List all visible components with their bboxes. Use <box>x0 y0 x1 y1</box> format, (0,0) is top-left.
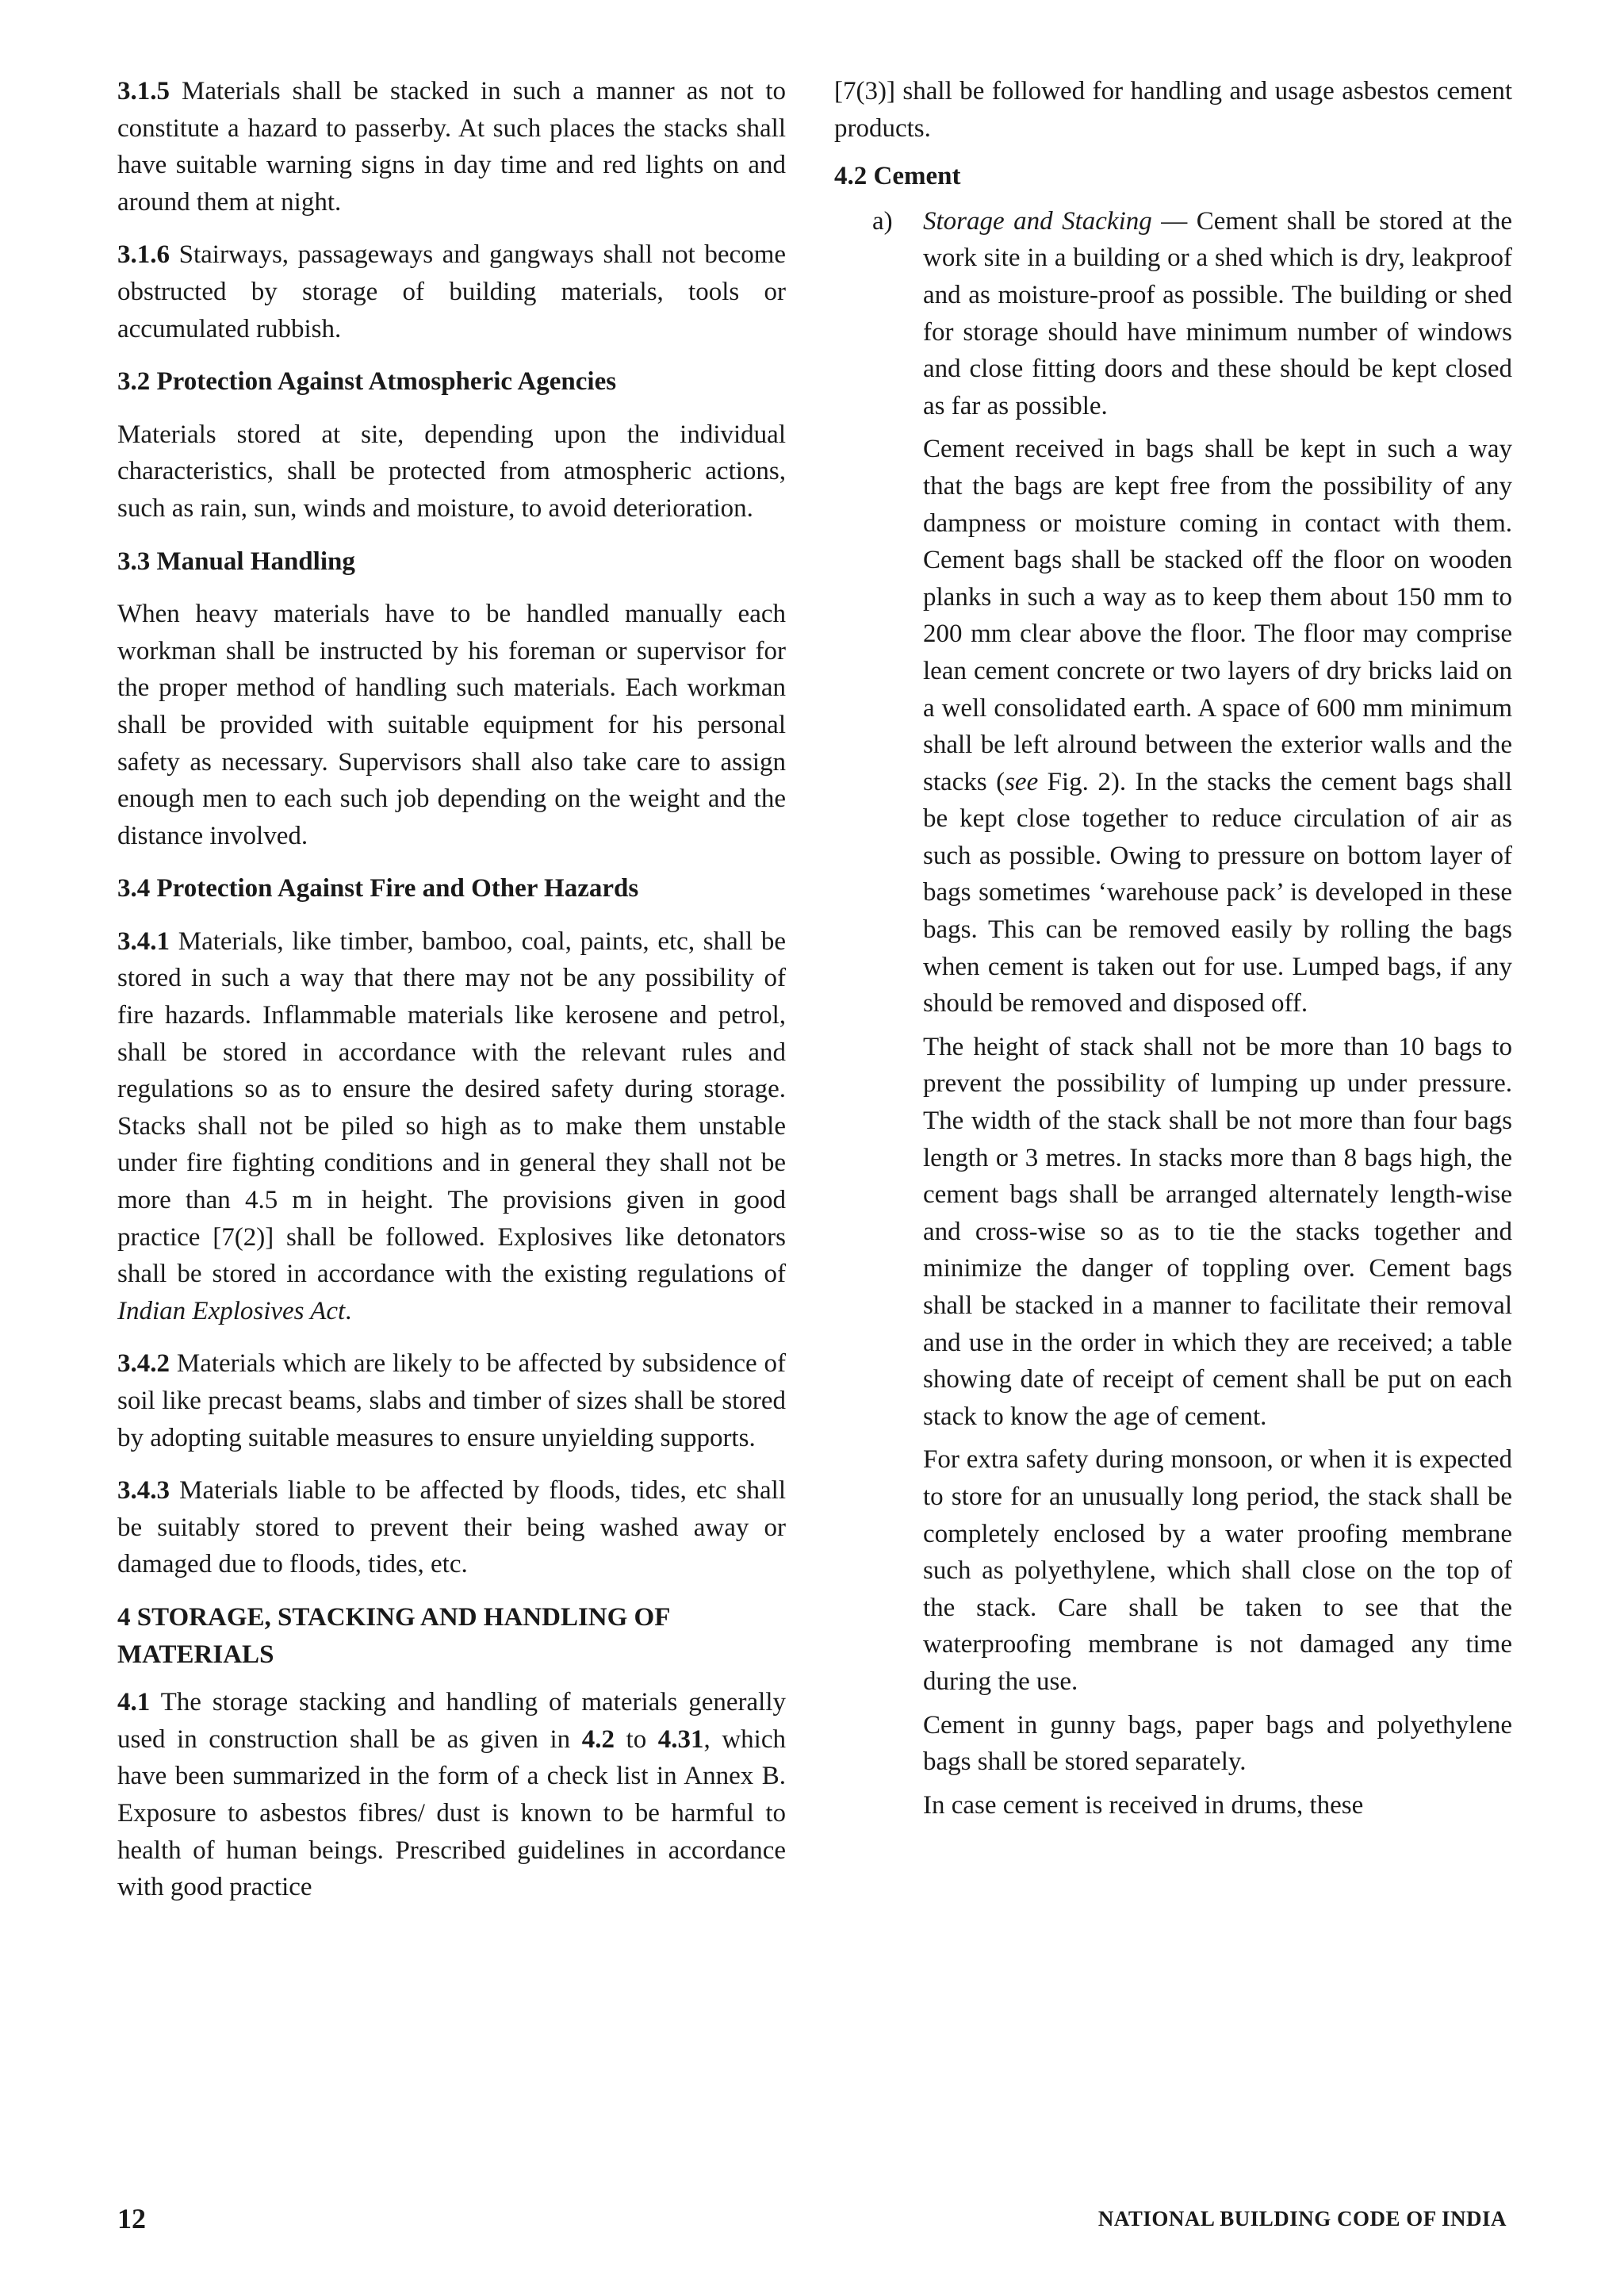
heading-3-4: 3.4 Protection Against Fire and Other Hazards <box>117 874 639 903</box>
page-number: 12 <box>117 2203 146 2234</box>
clause-3-4-3 <box>117 1472 786 1583</box>
heading-4: 4 STORAGE, STACKING AND HANDLING OF MATERIALS <box>117 1602 670 1669</box>
cement-paragraph-5: Cement in gunny bags, paper bags and polyethylene bags shall be stored separately. <box>923 1710 1512 1777</box>
footer-title: NATIONAL BUILDING CODE OF INDIA <box>1097 2207 1507 2231</box>
clause-text: The storage stacking and handling of materials generally used in construction shall be as given in <box>117 1688 787 1754</box>
clause-number: 3.4.1 <box>117 926 170 956</box>
em-dash: — <box>1151 206 1197 236</box>
clause-3-2-text: Materials stored at site, depending upon the individual characteristics, shall be protected from atmospheric actions, such as rain, sun, winds and moisture, to avoid deterioration. <box>117 420 786 523</box>
act-name: Indian Explosives Act <box>117 1296 346 1325</box>
clause-text: Materials liable to be affected by floods, tides, etc shall be suitably stored to prevent their being washed away or damaged due to floods, tides, etc. <box>117 1476 786 1579</box>
clause-text: Stairways, passageways and gangways shall not become obstructed by storage of building materials, tools or accumulated rubbish. <box>117 240 787 343</box>
clause-number: 3.4.3 <box>117 1476 170 1506</box>
clause-text: Materials which are likely to be affected by subsidence of soil like precast beams, slabs and timber of sizes shall be stored by adopting suitable measures to ensure unyielding supports. <box>117 1349 786 1452</box>
heading-4-2: 4.2 Cement <box>834 162 961 191</box>
heading-3-3: 3.3 Manual Handling <box>117 547 355 576</box>
see-reference: see <box>1005 767 1039 796</box>
clause-number: 3.4.2 <box>117 1349 170 1379</box>
sub-item-a <box>834 203 1512 425</box>
left-column <box>117 73 786 1922</box>
cement-paragraph-6: In case cement is received in drums, these <box>923 1790 1364 1820</box>
clause-number: 4.1 <box>117 1688 151 1717</box>
sub-item-title: Storage and Stacking <box>923 206 1152 236</box>
paragraph-text: Cement received in bags shall be kept in such a way that the bags are kept free from the possibility of any dampness or moisture coming in contact with them. Cement bags shall be stacked off the floor on wooden planks in such a way as to keep them about 150 mm to 200 mm clear above the floor. The floor may comprise lean cement concrete or two layers of dry bricks laid on a well consolidated earth. A space of 600 mm minimum shall be left alround between the exterior walls and the stacks ( <box>923 435 1512 796</box>
clause-end: . <box>345 1296 352 1325</box>
sub-item-body <box>923 203 1512 425</box>
clause-3-4-1 <box>117 923 786 1330</box>
clause-3-4-2 <box>117 1345 786 1456</box>
clause-3-1-6 <box>117 236 786 347</box>
cement-paragraph-2 <box>923 431 1512 1022</box>
clause-ref: 4.2 <box>581 1724 615 1754</box>
clause-number: 3.1.5 <box>117 77 170 105</box>
cement-paragraph-4: For extra safety during monsoon, or when it is expected to store for an unusually long period, the stack shall be completely enclosed by a water proofing membrane such as polyethylene, which shall close on the top of the stack. Care shall be taken to see that the waterproofing membrane is not damaged any time during the use. <box>923 1445 1512 1696</box>
right-column <box>834 73 1512 1830</box>
clause-ref: 4.31 <box>657 1724 704 1754</box>
clause-text: to <box>626 1724 647 1754</box>
clause-number: 3.1.6 <box>117 240 170 270</box>
clause-3-3-text: When heavy materials have to be handled manually each workman shall be instructed by his foreman or supervisor for the proper method of handling such materials. Each workman shall be provided with suitable equipment for his personal safety as necessary. Supervisors shall also take care to assign enough men to each such job depending on the weight and the distance involved. <box>117 600 786 850</box>
cement-paragraph-3: The height of stack shall not be more than 10 bags to prevent the possibility of lumping up under pressure. The width of the stack shall be not more than four bags length or 3 metres. In stacks more than 8 bags high, the cement bags shall be arranged alternately length-wise and cross-wise so as to tie the stacks together and minimize the danger of toppling over. Cement bags shall be stacked in a manner to facilitate their removal and use in the order in which they are received; a table showing date of receipt of cement shall be put on each stack to know the age of cement. <box>923 1032 1512 1431</box>
clause-text: , which have been summarized in the form of a check list in Annex B. Exposure to asbestos fibres/ dust is known to be harmful to health of human beings. Prescribed guidelines in accordance with good practice <box>117 1724 786 1902</box>
clause-3-1-5 <box>117 73 786 221</box>
clause-text: Materials shall be stacked in such a manner as not to constitute a hazard to passerby. At such places the stacks shall have suitable warning signs in day time and red lights on and around them at night. <box>117 77 786 217</box>
paragraph-text: Fig. 2). In the stacks the cement bags shall be kept close together to reduce circulation of air as such as possible. Owing to pressure on bottom layer of bags sometimes ‘warehouse pack’ is developed in these bags. This can be removed easily by rolling the bags when cement is taken out for use. Lumped bags, if any should be removed and disposed off. <box>923 767 1512 1018</box>
clause-4-1 <box>117 1684 786 1906</box>
heading-3-2: 3.2 Protection Against Atmospheric Agencies <box>117 367 617 397</box>
sub-item-text: Cement shall be stored at the work site in a building or a shed which is dry, leakproof and as moisture-proof as possible. The building or shed for storage should have minimum number of windows and close fitting doors and these should be kept closed as far as possible. <box>923 206 1512 420</box>
clause-text: Materials, like timber, bamboo, coal, paints, etc, shall be stored in such a way that there may not be any possibility of fire hazards. Inflammable materials like kerosene and petrol, shall be stored in accordance with the relevant rules and regulations so as to ensure the desired safety during storage. Stacks shall not be piled so high as to make them unstable under fire fighting conditions and in general they shall not be more than 4.5 m in height. The provisions given in good practice [7(2)] shall be followed. Explosives like detonators shall be stored in accordance with the existing regulations of <box>117 926 787 1289</box>
sub-item-label: a) <box>872 206 893 236</box>
continuation-text: [7(3)] shall be followed for handling and usage asbestos cement products. <box>834 77 1512 143</box>
